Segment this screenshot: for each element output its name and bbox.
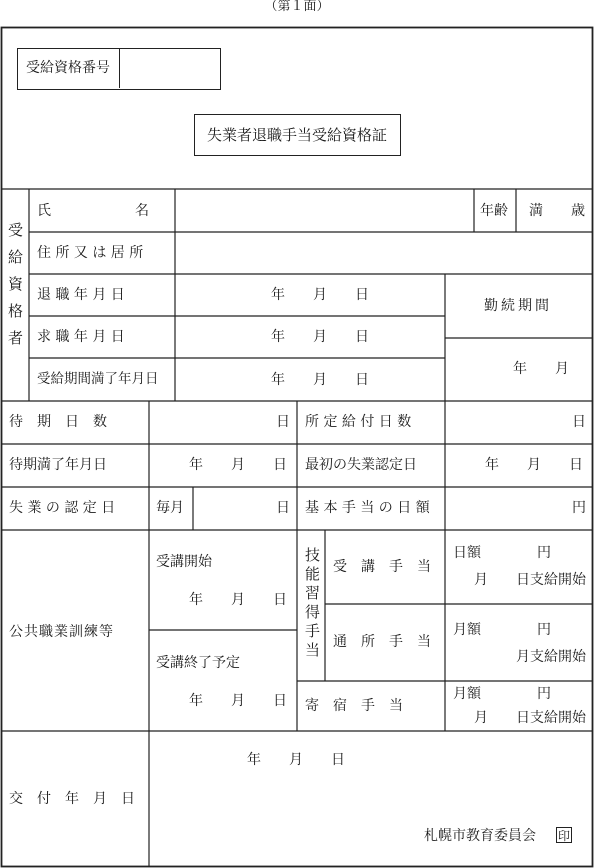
training-end-label: 受講終了予定: [156, 655, 240, 671]
commute-allowance-label: 通 所 手 当: [333, 634, 431, 650]
service-period-label: 勤続期間: [484, 298, 552, 314]
age-label: 年齢: [480, 203, 508, 219]
job-search-date-label: 求 職 年 月 日: [37, 329, 125, 345]
benefit-expiry-label: 受給期間満了年月日: [37, 371, 159, 387]
job-search-date-value: 年 月 日: [271, 329, 369, 345]
retirement-date-label: 退 職 年 月 日: [37, 287, 125, 303]
waiting-end-label: 待期満了年月日: [9, 457, 107, 473]
benefit-days-label: 所 定 給 付 日 数: [305, 414, 412, 430]
issuer-name: 札幌市教育委員会: [424, 828, 536, 844]
certification-day-prefix: 毎月: [156, 500, 184, 516]
retirement-date-value: 年 月 日: [271, 287, 369, 303]
age-value: 満 歳: [529, 203, 585, 219]
number-box-divider: [119, 49, 120, 88]
address-label: 住 所 又 は 居 所: [37, 245, 144, 261]
lodging-allowance-start: 月 日支給開始: [474, 710, 586, 726]
document-title: 失業者退職手当受給資格証: [206, 126, 388, 144]
certificate-number-label: 受給資格番号: [26, 60, 110, 76]
recipient-section-label: 受給資格者: [6, 222, 24, 357]
certification-day-label: 失 業 の 認 定 日: [9, 500, 116, 516]
lecture-allowance-label: 受 講 手 当: [333, 559, 431, 575]
benefit-days-unit: 日: [572, 414, 586, 430]
waiting-end-value: 年 月 日: [189, 457, 287, 473]
page-label: （第１面）: [264, 0, 330, 14]
training-end-value: 年 月 日: [189, 693, 287, 709]
lecture-allowance-start: 月 日支給開始: [474, 572, 586, 588]
basic-daily-allowance-unit: 円: [572, 500, 586, 516]
basic-daily-allowance-label: 基 本 手 当 の 日 額: [305, 500, 430, 516]
commute-allowance-start: 月支給開始: [516, 649, 586, 665]
waiting-days-label: 待 期 日 数: [9, 414, 107, 430]
waiting-days-unit: 日: [276, 414, 290, 430]
lodging-allowance-label: 寄 宿 手 当: [305, 698, 403, 714]
name-label: 氏 名: [37, 203, 149, 219]
issue-date-value: 年 月 日: [247, 752, 345, 768]
first-certification-label: 最初の失業認定日: [305, 457, 417, 473]
issue-date-label: 交 付 年 月 日: [9, 791, 135, 807]
skill-acquisition-allowance-label: 技能習得手当: [303, 547, 321, 661]
commute-allowance-amount: 月額 円: [453, 622, 551, 638]
training-start-value: 年 月 日: [189, 592, 287, 608]
lecture-allowance-amount: 日額 円: [453, 545, 551, 561]
service-period-value: 年 月: [513, 361, 569, 377]
lodging-allowance-amount: 月額 円: [453, 686, 551, 702]
first-certification-value: 年 月 日: [485, 457, 583, 473]
benefit-expiry-value: 年 月 日: [271, 372, 369, 388]
training-start-label: 受講開始: [156, 554, 212, 570]
certification-day-unit: 日: [276, 500, 290, 516]
public-training-label: 公共職業訓練等: [9, 624, 114, 640]
seal-mark: 印: [557, 829, 570, 843]
